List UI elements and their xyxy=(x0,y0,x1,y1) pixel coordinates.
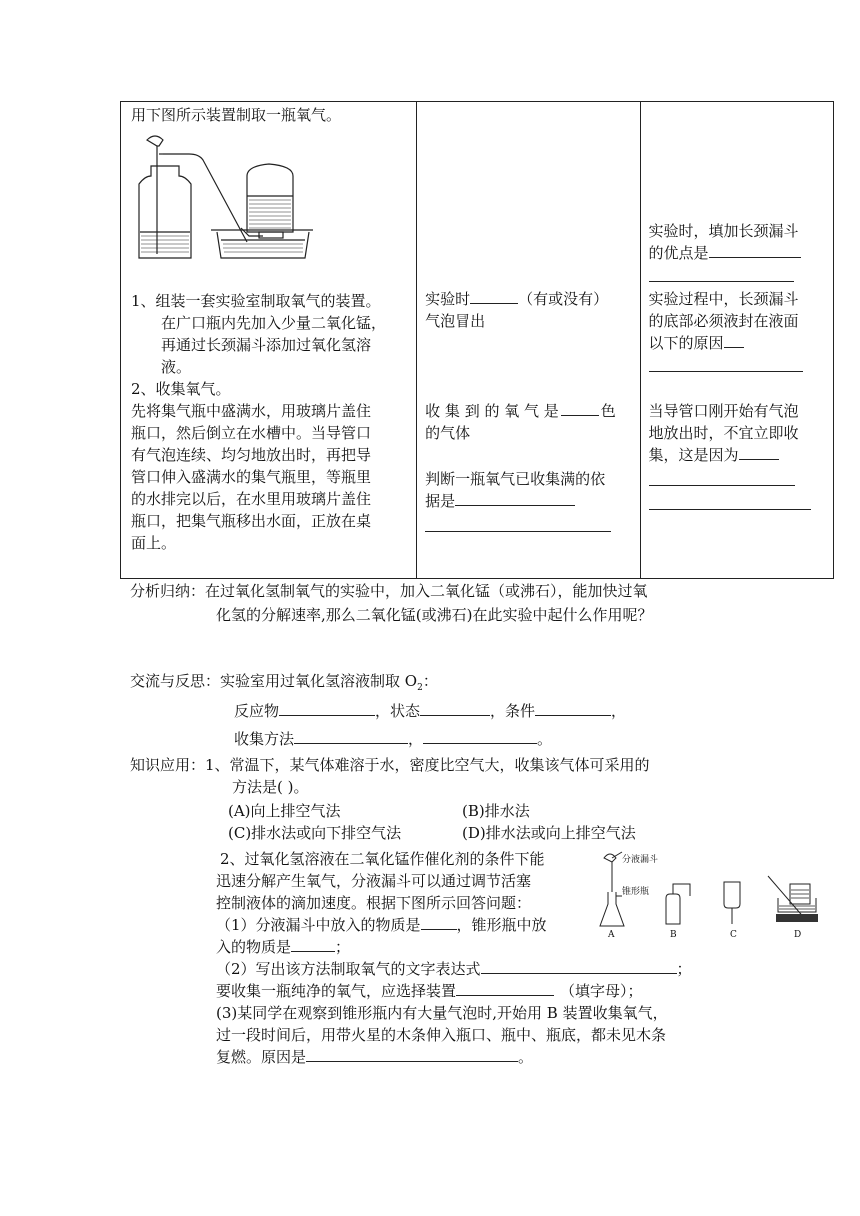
collect-blank-3[interactable] xyxy=(649,508,811,510)
label-flask: 锥形瓶 xyxy=(622,887,650,897)
procedure-cell xyxy=(121,102,417,579)
label-d: D xyxy=(794,930,802,940)
full-blank-2[interactable] xyxy=(425,530,611,532)
color-blank[interactable] xyxy=(561,401,599,416)
advantage-question: 的优点是 xyxy=(649,242,801,264)
label-b: B xyxy=(670,930,677,940)
apparatus-abcd-figure xyxy=(596,846,822,946)
expression-blank[interactable] xyxy=(481,959,677,974)
option-b[interactable]: (B)排水法 xyxy=(462,802,530,820)
flask-substance-blank[interactable] xyxy=(291,937,335,952)
condition-blank[interactable] xyxy=(535,701,611,716)
reflection-row-1: 反应物 ，状态 ，条件 ， xyxy=(234,702,627,720)
collect-question: 集，这是因为 xyxy=(649,444,779,466)
experiment-table xyxy=(120,101,834,579)
option-c[interactable]: (C)排水法或向下排空气法 xyxy=(228,824,402,842)
q1-line-2: 方法是( )。 xyxy=(232,778,309,796)
reason-blank[interactable] xyxy=(306,1047,518,1062)
label-a: A xyxy=(608,930,615,940)
method-blank-1[interactable] xyxy=(294,729,408,744)
step1-text: 1、组装一套实验室制取氧气的装置。 在广口瓶内先加入少量二氧化锰， 再通过长颈漏斗添加过氧化氢溶 液。 2、收集氧气。 先将集气瓶中盛满水，用玻璃片盖住 瓶口，然后倒立在水槽中。当导管口 有气泡连续、均匀地放出时，再把导 管口伸入盛满水的集气瓶里，等瓶里 的水排完以后，在水里用玻璃片盖住 瓶口，把集气瓶移出水面，正放在桌 面上。 xyxy=(131,292,387,552)
funnel-substance-blank[interactable] xyxy=(421,915,457,930)
method-blank-2[interactable] xyxy=(423,729,537,744)
bubble-question: 实验时 （有或没有） xyxy=(425,290,609,308)
bubble-blank[interactable] xyxy=(470,289,518,304)
option-a[interactable]: (A)向上排空气法 xyxy=(228,802,341,820)
advantage-blank-2[interactable] xyxy=(649,280,794,282)
observation-cell: 实验时 （有或没有） 气泡冒出 收 集 到 的 氧 气 是 色 的气体 判断一瓶氧气已收集满的依 据是 xyxy=(417,102,640,579)
q2-part1-cont: 入的物质是 ； xyxy=(216,938,351,956)
label-c: C xyxy=(730,930,737,940)
seal-blank-2[interactable] xyxy=(649,370,803,372)
reactant-blank[interactable] xyxy=(279,701,375,716)
step2-title: 2、收集氧气。 xyxy=(131,380,231,398)
q2-part3-cont: 复燃。原因是 。 xyxy=(216,1048,534,1066)
intro-text: 用下图所示装置制取一瓶氧气。 xyxy=(131,106,342,124)
q2-part2-cont: 要收集一瓶纯净的氧气，应选择装置 （填字母）； xyxy=(216,982,643,1000)
advantage-blank-1[interactable] xyxy=(709,243,801,258)
seal-question: 以下的原因 xyxy=(649,332,744,354)
collect-blank-2[interactable] xyxy=(649,484,795,486)
label-funnel: 分液漏斗 xyxy=(622,855,659,865)
seal-blank-1[interactable] xyxy=(724,333,744,348)
analysis-line-2: 化氢的分解速率,那么二氧化锰(或沸石)在此实验中起什么作用呢？ xyxy=(216,606,653,624)
collect-blank-1[interactable] xyxy=(739,445,779,460)
state-blank[interactable] xyxy=(420,701,490,716)
full-question: 据是 xyxy=(425,490,575,512)
color-question: 收 集 到 的 氧 气 是 色 xyxy=(425,402,616,420)
q2-stem: 2、过氧化氢溶液在二氧化锰作催化剂的条件下能 迅速分解产生氧气，分液漏斗可以通过调节活塞 控制液体的滴加速度。根据下图所示回答问题： （1）分液漏斗中放入的物质是 ，锥形瓶中放 入的物质是 ； （2）写出该方法制取氧气的文字表达式 ； 要收集一瓶纯净的氧气，应选择装置 （填字母）； (3)某同学在观察到锥形瓶内有大量气泡时,开始用 B 装置收集氧气， 过一段时间后，用带火星的木条伸入瓶口、瓶中、瓶底，都未见木条 复燃。原因是 。 xyxy=(216,850,692,1066)
analysis-cell: 实验时，填加长颈漏斗 的优点是 实验过程中，长颈漏斗 的底部必须液封在液面 以下的原因 当导管口刚开始有气泡 地放出时，不宜立即收 集，这是因为 xyxy=(640,102,833,579)
apparatus-figure xyxy=(129,132,314,267)
q2-part1: （1）分液漏斗中放入的物质是 ，锥形瓶中放 xyxy=(216,916,547,934)
reflection-title: 交流与反思：实验室用过氧化氢溶液制取 $O_2$： xyxy=(130,672,438,693)
full-blank-1[interactable] xyxy=(455,491,575,506)
q2-part2: （2）写出该方法制取氧气的文字表达式 ； xyxy=(216,960,692,978)
option-d[interactable]: (D)排水法或向上排空气法 xyxy=(462,824,636,842)
analysis-line-1: 分析归纳：在过氧化氢制氧气的实验中，加入二氧化锰（或沸石），能加快过氧 xyxy=(130,582,648,600)
q1-line-1: 知识应用：1、常温下，某气体难溶于水，密度比空气大，收集该气体可采用的 xyxy=(130,756,650,774)
apparatus-blank[interactable] xyxy=(456,981,554,996)
reflection-row-2: 收集方法 ， 。 xyxy=(234,730,553,748)
